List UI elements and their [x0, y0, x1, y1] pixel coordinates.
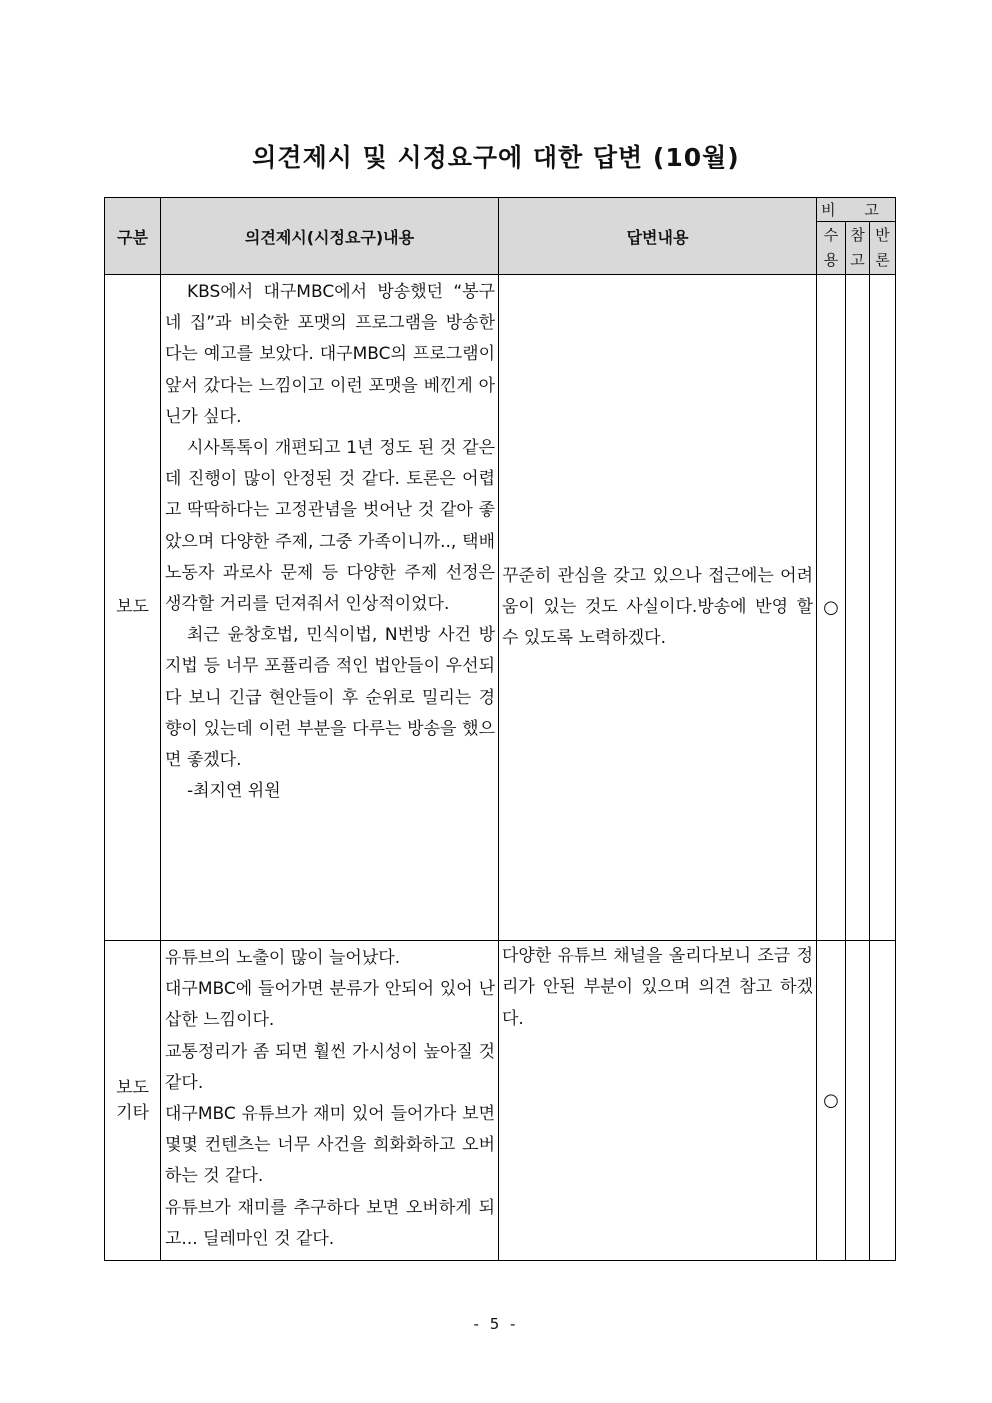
header-category: 구분	[105, 198, 161, 275]
header-content: 의견제시(시정요구)내용	[161, 198, 499, 275]
content-paragraph: 시사톡톡이 개편되고 1년 정도 된 것 같은데 진행이 많이 안정된 것 같다. 토론은 어렵고 딱딱하다는 고정관념을 벗어난 것 같아 좋았으며 다양한 주제, 그중 가족이니까.., 택배 노동자 과로사 문제 등 다양한 주제 선정은 생각할 거리를 던져줘서 인상적이었다.	[165, 438, 495, 615]
row-rebuttal-mark	[870, 275, 896, 941]
content-paragraph: KBS에서 대구MBC에서 방송했던 “봉구네 집”과 비슷한 포맷의 프로그램을 방송한다는 예고를 보았다. 대구MBC의 프로그램이 앞서 갔다는 느낌이고 이런 포맷을 베낀게 아닌가 싶다.	[165, 282, 495, 427]
header-accept: 수 용	[817, 222, 846, 275]
header-rebuttal: 반 론	[870, 222, 896, 275]
content-paragraph: 유튜브의 노출이 많이 늘어났다.	[165, 948, 401, 968]
table-row	[105, 275, 896, 941]
page-number: - 5 -	[473, 1315, 519, 1333]
header-row	[105, 198, 896, 222]
row-reference-mark	[846, 941, 870, 1261]
row-category: 보도	[105, 275, 161, 941]
content-author: -최지연 위원	[187, 781, 281, 802]
row-accept-mark: ○	[817, 275, 846, 941]
opinion-table	[104, 197, 896, 1261]
page-title: 의견제시 및 시정요구에 대한 답변 (10월)	[252, 143, 740, 172]
header-reference: 참 고	[846, 222, 870, 275]
row-category: 보도 기타	[105, 941, 161, 1261]
header-remarks: 비 고	[817, 198, 896, 222]
row-answer: 꾸준히 관심을 갖고 있으나 접근에는 어려움이 있는 것도 사실이다.방송에 반영 할 수 있도록 노력하겠다.	[499, 275, 817, 941]
row-accept-mark: ○	[817, 941, 846, 1261]
header-answer: 답변내용	[499, 198, 817, 275]
content-paragraph: 최근 윤창호법, 민식이법, N번방 사건 방지법 등 너무 포퓰리즘 적인 법안들이 우선되다 보니 긴급 현안들이 후 순위로 밀리는 경향이 있는데 이런 부분을 다루는 방송을 했으면 좋겠다.	[165, 625, 495, 771]
content-paragraph: 교통정리가 좀 되면 훨씬 가시성이 높아질 것 같다.	[165, 1041, 495, 1093]
content-paragraph: 대구MBC에 들어가면 분류가 안되어 있어 난삽한 느낌이다.	[165, 979, 496, 1031]
content-paragraph: 대구MBC 유튜브가 재미 있어 들어가다 보면 몇몇 컨텐츠는 너무 사건을 희화화하고 오버 하는 것 같다.	[165, 1104, 495, 1187]
table-row	[105, 941, 896, 1261]
content-paragraph: 유튜브가 재미를 추구하다 보면 오버하게 되고... 딜레마인 것 같다.	[165, 1197, 495, 1249]
row-content	[161, 941, 499, 1261]
row-reference-mark	[846, 275, 870, 941]
row-content	[161, 275, 499, 941]
row-rebuttal-mark	[870, 941, 896, 1261]
row-answer: 다양한 유튜브 채널을 올리다보니 조금 정리가 안된 부분이 있으며 의견 참고 하겠다.	[499, 941, 817, 1261]
